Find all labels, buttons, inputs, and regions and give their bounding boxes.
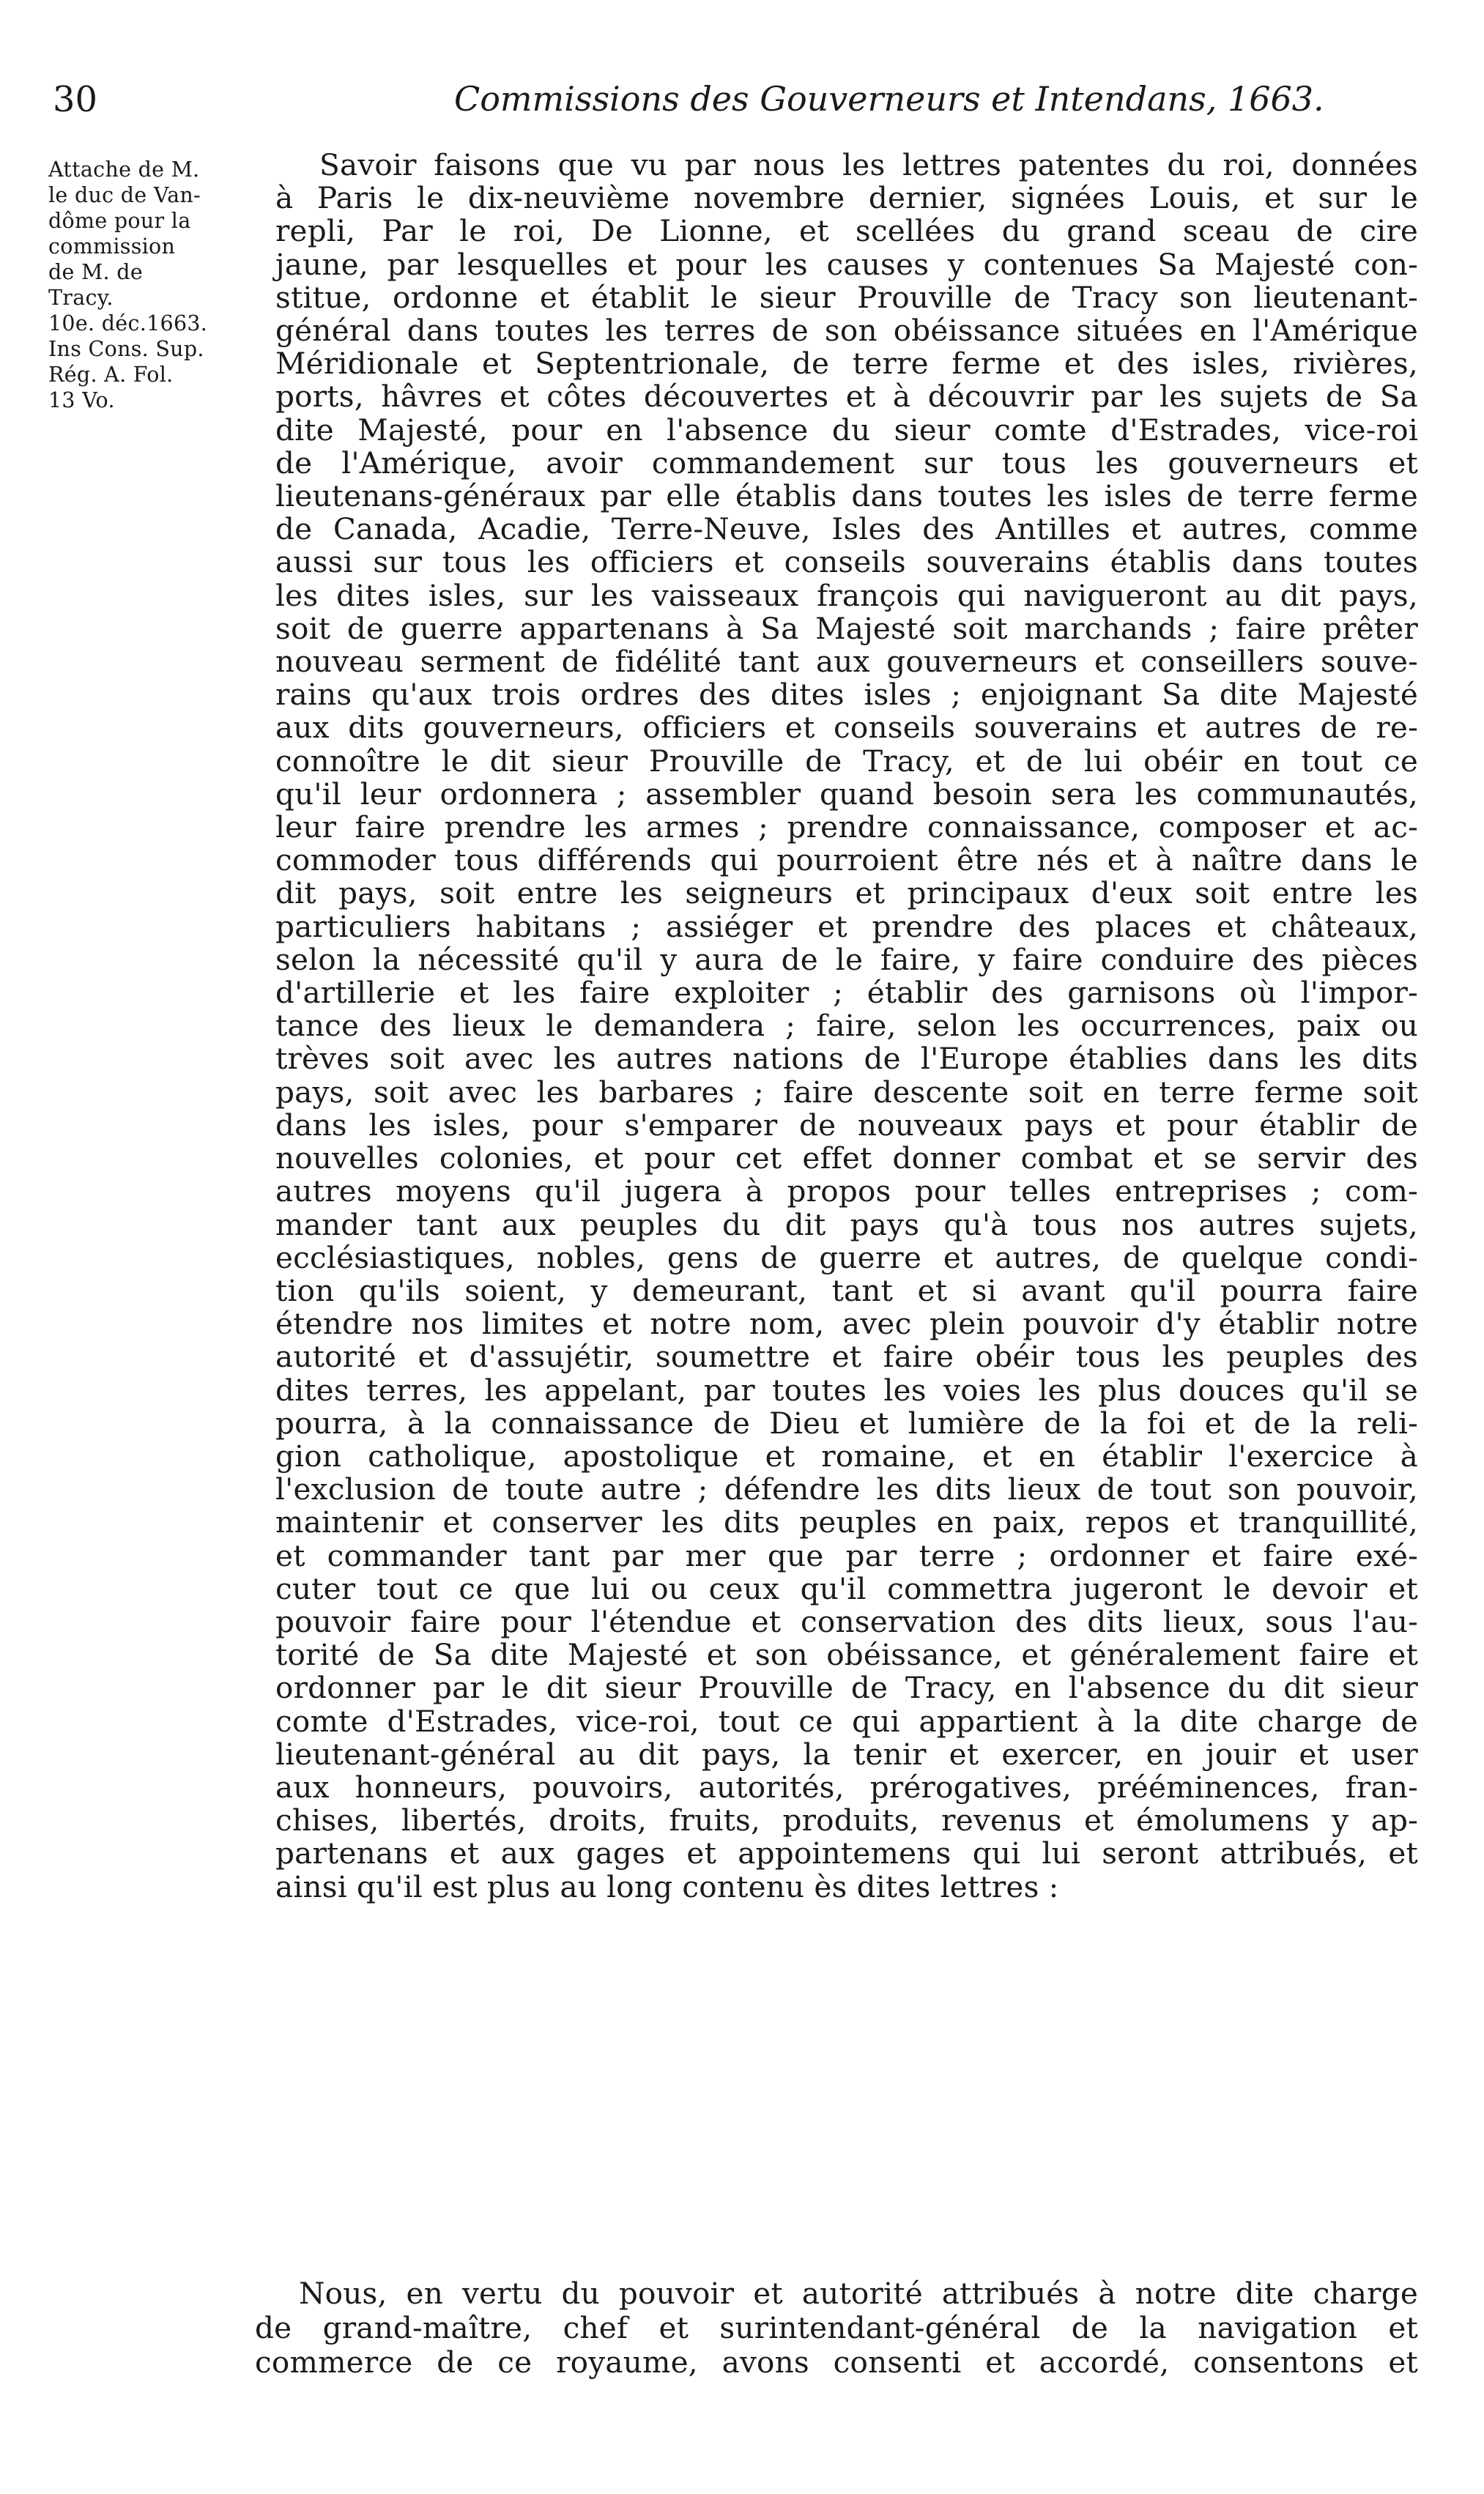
text-line: chises, libertés, droits, fruits, produits, revenus et émolumens y ap- bbox=[275, 1803, 1418, 1838]
text-line: de l'Amérique, avoir commandement sur tous les gouverneurs et bbox=[275, 445, 1418, 480]
margin-note-line: Ins Cons. Sup. bbox=[48, 337, 204, 361]
text-line: aussi sur tous les officiers et conseils souverains établis dans toutes bbox=[275, 544, 1418, 580]
text-line: de grand-maître, chef et surintendant-général de la navigation et bbox=[255, 2310, 1418, 2345]
text-line: lieutenant-général au dit pays, la tenir et exercer, en jouir et user bbox=[275, 1736, 1418, 1772]
text-line: leur faire prendre les armes ; prendre connaissance, composer et ac- bbox=[275, 809, 1418, 845]
text-line: étendre nos limites et notre nom, avec plein pouvoir d'y établir notre bbox=[275, 1306, 1418, 1342]
text-line: partenans et aux gages et appointemens qui lui seront attribués, et bbox=[275, 1836, 1418, 1871]
text-line: dite Majesté, pour en l'absence du sieur comte d'Estrades, vice-roi bbox=[275, 412, 1418, 448]
text-line: ecclésiastiques, nobles, gens de guerre et autres, de quelque condi- bbox=[275, 1239, 1418, 1275]
text-line: aux honneurs, pouvoirs, autorités, prérogatives, prééminences, fran- bbox=[275, 1769, 1418, 1805]
text-line: dans les isles, pour s'emparer de nouveaux pays et pour établir de bbox=[275, 1107, 1418, 1143]
text-line: nouvelles colonies, et pour cet effet donner combat et se servir des bbox=[275, 1140, 1418, 1176]
margin-note-line: 13 Vo. bbox=[48, 388, 115, 412]
text-line: pays, soit avec les barbares ; faire descente soit en terre ferme soit bbox=[275, 1074, 1418, 1110]
text-line: stitue, ordonne et établit le sieur Prouville de Tracy son lieutenant- bbox=[275, 279, 1418, 315]
body-paragraph-1 bbox=[275, 149, 1418, 1904]
margin-note-line: commission bbox=[48, 234, 176, 259]
text-line: torité de Sa dite Majesté et son obéissance, et généralement faire et bbox=[275, 1637, 1418, 1673]
body-paragraph-2 bbox=[255, 2276, 1418, 2380]
text-line: cuter tout ce que lui ou ceux qu'il commettra jugeront le devoir et bbox=[275, 1570, 1418, 1606]
text-line: l'exclusion de toute autre ; défendre les dits lieux de tout son pouvoir, bbox=[275, 1471, 1418, 1507]
text-line: gion catholique, apostolique et romaine, et en établir l'exercice à bbox=[275, 1438, 1418, 1474]
text-line: commerce de ce royaume, avons consenti et accordé, consentons et bbox=[255, 2345, 1418, 2380]
text-line: pourra, à la connaissance de Dieu et lumière de la foi et de la reli- bbox=[275, 1405, 1418, 1441]
text-line: nouveau serment de fidélité tant aux gouverneurs et conseillers souve- bbox=[275, 644, 1418, 680]
text-line: Nous, en vertu du pouvoir et autorité attribués à notre dite charge bbox=[299, 2276, 1418, 2311]
text-line: dit pays, soit entre les seigneurs et principaux d'eux soit entre les bbox=[275, 875, 1418, 911]
text-line: commoder tous différends qui pourroient être nés et à naître dans le bbox=[275, 842, 1418, 878]
text-line: à Paris le dix-neuvième novembre dernier, signées Louis, et sur le bbox=[275, 180, 1418, 216]
text-line: connoître le dit sieur Prouville de Tracy, et de lui obéir en tout ce bbox=[275, 743, 1418, 779]
margin-note-line: le duc de Van- bbox=[48, 183, 201, 207]
running-head: Commissions des Gouverneurs et Intendans, 1663. bbox=[454, 79, 1324, 119]
text-line: ordonner par le dit sieur Prouville de Tracy, en l'absence du dit sieur bbox=[275, 1670, 1418, 1706]
margin-note-line: Rég. A. Fol. bbox=[48, 363, 174, 387]
text-line: particuliers habitans ; assiéger et prendre des places et châteaux, bbox=[275, 908, 1418, 944]
margin-note-line: de M. de bbox=[48, 260, 143, 284]
text-line: tion qu'ils soient, y demeurant, tant et si avant qu'il pourra faire bbox=[275, 1272, 1418, 1308]
text-line: soit de guerre appartenans à Sa Majesté soit marchands ; faire prêter bbox=[275, 610, 1418, 646]
text-line: jaune, par lesquelles et pour les causes y contenues Sa Majesté con- bbox=[275, 246, 1418, 282]
text-line: trèves soit avec les autres nations de l'Europe établies dans les dits bbox=[275, 1041, 1418, 1077]
text-line: ports, hâvres et côtes découvertes et à découvrir par les sujets de Sa bbox=[275, 379, 1418, 415]
text-line: les dites isles, sur les vaisseaux françois qui navigueront au dit pays, bbox=[275, 577, 1418, 613]
text-line: autres moyens qu'il jugera à propos pour telles entreprises ; com- bbox=[275, 1173, 1418, 1209]
text-line: Savoir faisons que vu par nous les lettres patentes du roi, données bbox=[319, 147, 1418, 182]
margin-note-line: dôme pour la bbox=[48, 209, 191, 233]
text-line: repli, Par le roi, De Lionne, et scellées du grand sceau de cire bbox=[275, 213, 1418, 249]
text-line: dites terres, les appelant, par toutes les voies les plus douces qu'il se bbox=[275, 1372, 1418, 1408]
text-line: Méridionale et Septentrionale, de terre ferme et des isles, rivières, bbox=[275, 346, 1418, 382]
text-line: et commander tant par mer que par terre ; ordonner et faire exé- bbox=[275, 1537, 1418, 1573]
text-line: aux dits gouverneurs, officiers et conseils souverains et autres de re- bbox=[275, 710, 1418, 746]
text-line: lieutenans-généraux par elle établis dans toutes les isles de terre ferme bbox=[275, 478, 1418, 514]
text-line: autorité et d'assujétir, soumettre et faire obéir tous les peuples des bbox=[275, 1339, 1418, 1375]
text-line: selon la nécessité qu'il y aura de le faire, y faire conduire des pièces bbox=[275, 941, 1418, 977]
text-line: général dans toutes les terres de son obéissance situées en l'Amérique bbox=[275, 313, 1418, 349]
text-line: d'artillerie et les faire exploiter ; établir des garnisons où l'impor- bbox=[275, 975, 1418, 1011]
page-number: 30 bbox=[53, 79, 98, 120]
text-line: maintenir et conserver les dits peuples en paix, repos et tranquillité, bbox=[275, 1504, 1418, 1540]
text-line: mander tant aux peuples du dit pays qu'à tous nos autres sujets, bbox=[275, 1206, 1418, 1242]
margin-note-line: Tracy. bbox=[48, 286, 114, 310]
text-line: de Canada, Acadie, Terre-Neuve, Isles des Antilles et autres, comme bbox=[275, 511, 1418, 547]
text-line: pouvoir faire pour l'étendue et conservation des dits lieux, sous l'au- bbox=[275, 1603, 1418, 1639]
text-line: tance des lieux le demandera ; faire, selon les occurrences, paix ou bbox=[275, 1008, 1418, 1044]
margin-note bbox=[48, 157, 283, 413]
text-line: ainsi qu'il est plus au long contenu ès dites lettres : bbox=[275, 1868, 1059, 1904]
text-line: qu'il leur ordonnera ; assembler quand besoin sera les communautés, bbox=[275, 776, 1418, 812]
margin-note-line: 10e. déc.1663. bbox=[48, 311, 208, 335]
text-line: rains qu'aux trois ordres des dites isles ; enjoignant Sa dite Majesté bbox=[275, 677, 1418, 713]
margin-note-line: Attache de M. bbox=[48, 157, 200, 182]
text-line: comte d'Estrades, vice-roi, tout ce qui appartient à la dite charge de bbox=[275, 1703, 1418, 1739]
